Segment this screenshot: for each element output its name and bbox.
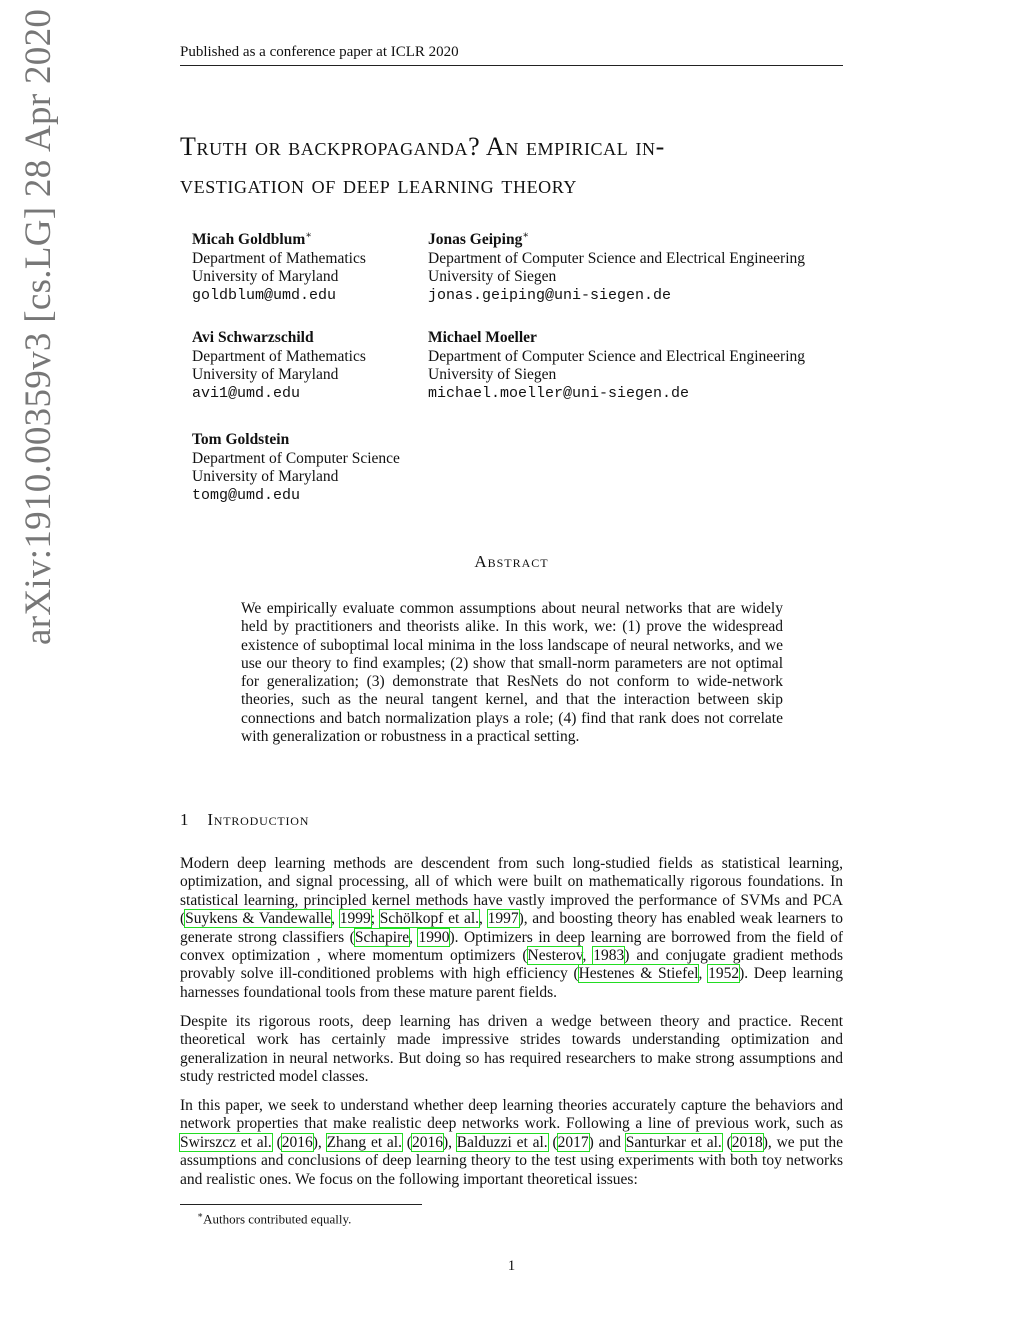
citation-link[interactable]: 2017: [557, 1133, 589, 1151]
author-univ: University of Maryland: [192, 468, 339, 486]
author-dept: Department of Mathematics: [192, 249, 366, 267]
author-name: Jonas Geiping∗: [428, 230, 530, 249]
paper-title: [180, 128, 860, 204]
author-email[interactable]: avi1@umd.edu: [192, 384, 301, 402]
author-email[interactable]: tomg@umd.edu: [192, 486, 301, 504]
intro-paragraph-3: [180, 1097, 843, 1189]
author-block-goldblum: [192, 227, 366, 306]
text-run: ) and: [588, 1133, 626, 1151]
footnote-rule: [180, 1204, 422, 1205]
citation-link[interactable]: Zhang et al.: [326, 1133, 402, 1151]
footnote-text: Authors contributed equally.: [203, 1211, 352, 1227]
text-run: In this paper, we seek to understand whether deep learning theories accurately capture the behaviors and network properties that make realistic deep networks work. Following a line of previous work, such as: [180, 1097, 843, 1133]
arxiv-identifier: arXiv:1910.00359v3 [cs.LG] 28 Apr 2020: [18, 8, 59, 645]
citation-link[interactable]: 1952: [708, 965, 740, 983]
section-number: 1: [180, 810, 190, 829]
intro-paragraph-2: Despite its rigorous roots, deep learning has driven a wedge between theory and practice. Recent theoretical work has certainly made impressive strides towards understanding optimization and generalization in neural networks. But doing so has required researchers to make strong assumptions and study restricted model classes.: [180, 1013, 843, 1086]
title-line-1: Truth or backpropaganda? An empirical in-: [180, 132, 665, 161]
section-heading-introduction: [180, 810, 309, 830]
author-email[interactable]: goldblum@umd.edu: [192, 286, 337, 304]
author-email[interactable]: michael.moeller@uni-siegen.de: [428, 384, 690, 402]
text-run: ,: [698, 965, 709, 983]
title-line-2: vestigation of deep learning theory: [180, 170, 577, 199]
author-block-moeller: [428, 329, 805, 403]
citation-link[interactable]: 1990: [418, 928, 450, 946]
text-run: ,: [479, 910, 488, 928]
text-run: ). Deep learning harnesses foundational tools from these mature parent fields.: [180, 965, 843, 1001]
author-block-goldstein: [192, 431, 400, 505]
citation-link[interactable]: Balduzzi et al.: [456, 1133, 548, 1151]
text-run: (: [401, 1133, 412, 1151]
page-number: 1: [507, 1258, 516, 1274]
intro-paragraph-1: [180, 855, 843, 1002]
text-run: (: [271, 1133, 282, 1151]
text-run: ), and boosting theory has enabled weak learners to generate strong classifiers (: [180, 910, 844, 946]
author-univ: University of Maryland: [192, 366, 339, 384]
text-run: ). Optimizers in deep learning are borrowed from the field of convex optimization , where momentum optimizers (: [180, 928, 843, 965]
author-name: Avi Schwarzschild: [192, 329, 314, 346]
citation-link[interactable]: 1983: [593, 947, 625, 965]
citation-link[interactable]: 2018: [731, 1133, 763, 1151]
author-univ: University of Siegen: [428, 366, 557, 384]
abstract-body: We empirically evaluate common assumptions about neural networks that are widely held by practitioners and theorists alike. In this work, we: (1) prove the widespread existence of suboptimal local minima in the loss landscape of neural networks, and we use our theory to find examples; (2) show that small-norm parameters are not optimal for generalization; (3) demonstrate that ResNets do not conform to wide-network theories, such as the neural tangent kernel, and that the interaction between skip connections and batch normalization plays a role; (4) find that rank does not correlate with generalization or robustness in a practical setting.: [241, 600, 783, 746]
text-run: ;: [370, 910, 380, 928]
text-run: (: [547, 1133, 558, 1151]
abstract-heading: Abstract: [474, 552, 549, 571]
citation-link[interactable]: 2016: [281, 1133, 313, 1151]
equal-contribution-mark: ∗: [305, 230, 313, 241]
text-run: ) and conjugate gradient methods provably solve ill-conditioned problems with high efficiency (: [180, 947, 844, 983]
author-name: Michael Moeller: [428, 329, 537, 346]
author-dept: Department of Computer Science and Electrical Engineering: [428, 347, 806, 365]
equal-contribution-mark: ∗: [522, 230, 530, 241]
author-univ: University of Siegen: [428, 268, 557, 286]
citation-link[interactable]: Hestenes & Stiefel: [578, 965, 699, 983]
citation-link[interactable]: 1999: [339, 910, 371, 928]
author-block-schwarzschild: [192, 329, 366, 403]
citation-link[interactable]: Swirszcz et al.: [180, 1133, 272, 1151]
footnote: [197, 1210, 351, 1227]
running-header: Published as a conference paper at ICLR 2020: [180, 44, 843, 66]
citation-link[interactable]: Nesterov: [527, 947, 583, 965]
text-run: ,: [409, 928, 419, 946]
author-dept: Department of Mathematics: [192, 347, 366, 365]
text-run: ),: [442, 1133, 457, 1151]
citation-link[interactable]: Schapire: [354, 928, 410, 946]
citation-link[interactable]: Schölkopf et al.: [379, 910, 480, 928]
text-run: ,: [331, 910, 340, 928]
author-name: Tom Goldstein: [192, 431, 290, 448]
text-run: ), we put the assumptions and conclusions of deep learning theory to the test using experiments with both toy networks and realistic ones. We focus on the following important theoretical issues:: [180, 1133, 843, 1188]
citation-link[interactable]: 2016: [411, 1133, 443, 1151]
text-run: ),: [312, 1133, 327, 1151]
citation-link[interactable]: 1997: [487, 910, 519, 928]
text-run: ,: [582, 947, 594, 965]
author-block-geiping: [428, 227, 805, 306]
text-run: Modern deep learning methods are descendent from such long-studied fields as statistical learning, optimization, and signal processing, all of which were built on mathematically rigorous foundations. In statistical learning, principled kernel methods have vastly improved the performance of SVMs and PCA (: [180, 855, 843, 928]
footnote-mark: ∗: [197, 1210, 204, 1220]
author-name: Micah Goldblum∗: [192, 230, 313, 249]
text-run: (: [721, 1133, 732, 1151]
citation-link[interactable]: Santurkar et al.: [625, 1133, 722, 1151]
citation-link[interactable]: Suykens & Vandewalle: [185, 910, 332, 928]
author-email[interactable]: jonas.geiping@uni-siegen.de: [428, 286, 672, 304]
author-univ: University of Maryland: [192, 268, 339, 286]
author-dept: Department of Computer Science: [192, 449, 400, 467]
author-dept: Department of Computer Science and Electrical Engineering: [428, 249, 806, 267]
section-title: Introduction: [207, 810, 310, 829]
